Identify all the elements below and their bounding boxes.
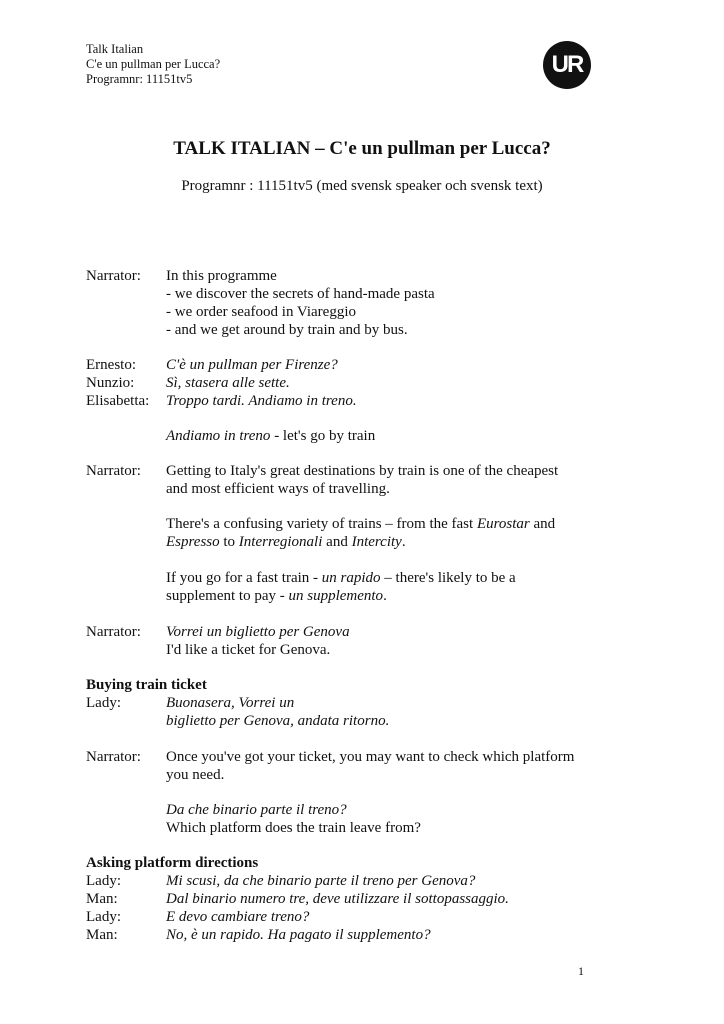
- ur-logo: UR: [543, 41, 591, 89]
- speaker-label: Narrator:: [86, 268, 141, 284]
- translation-line: I'd like a ticket for Genova.: [166, 642, 331, 658]
- narration-line: and most efficient ways of travelling.: [166, 481, 390, 497]
- header-line-2: C'e un pullman per Lucca?: [86, 57, 221, 71]
- text-span: and: [322, 534, 352, 550]
- speaker-label: Ernesto:: [86, 357, 136, 373]
- intro-line: In this programme: [166, 268, 277, 284]
- dialog-line: E devo cambiare treno?: [166, 909, 310, 925]
- page-number: 1: [578, 964, 584, 978]
- text-span: There's a confusing variety of trains – from the fast: [166, 516, 477, 532]
- speaker-label: Elisabetta:: [86, 393, 150, 409]
- dialog-line: Mi scusi, da che binario parte il treno per Genova?: [166, 873, 476, 889]
- gloss-line: [166, 427, 375, 445]
- speaker-label: Narrator:: [86, 463, 141, 479]
- speaker-label: Nunzio:: [86, 375, 135, 391]
- dialog-line: No, è un rapido. Ha pagato il supplemento?: [166, 927, 431, 943]
- text-span: supplement to pay -: [166, 588, 289, 604]
- narration-line: [166, 569, 516, 587]
- speaker-label: Lady:: [86, 909, 121, 925]
- dialog-line: Vorrei un biglietto per Genova: [166, 624, 350, 640]
- header-line-3: Programnr: 11151tv5: [86, 72, 193, 86]
- text-span: un rapido: [321, 570, 381, 586]
- text-span: to: [219, 534, 239, 550]
- section-heading: Buying train ticket: [86, 677, 207, 693]
- section-heading: Asking platform directions: [86, 855, 259, 871]
- narration-line: [166, 515, 555, 533]
- translation-line: Which platform does the train leave from?: [166, 820, 421, 836]
- dialog-line: Sì, stasera alle sette.: [166, 375, 290, 391]
- dialog-line: Da che binario parte il treno?: [166, 802, 347, 818]
- dialog-line: biglietto per Genova, andata ritorno.: [166, 713, 390, 729]
- speaker-label: Man:: [86, 927, 118, 943]
- narration-line: [166, 587, 387, 605]
- text-span: – there's likely to be a: [380, 570, 516, 586]
- running-header: [86, 42, 220, 87]
- text-span: .: [383, 588, 387, 604]
- intro-line: - and we get around by train and by bus.: [166, 322, 408, 338]
- gloss-english: - let's go by train: [270, 428, 376, 444]
- narration-line: [166, 533, 406, 551]
- speaker-label: Man:: [86, 891, 118, 907]
- narration-line: Getting to Italy's great destinations by train is one of the cheapest: [166, 463, 559, 479]
- text-span: Intercity: [351, 534, 402, 550]
- text-span: Interregionali: [238, 534, 323, 550]
- dialog-line: Buonasera, Vorrei un: [166, 695, 295, 711]
- narration-line: you need.: [166, 767, 225, 783]
- text-span: un supplemento: [288, 588, 384, 604]
- text-span: Eurostar: [476, 516, 530, 532]
- gloss-italian: Andiamo in treno: [166, 428, 271, 444]
- header-line-1: Talk Italian: [86, 42, 144, 56]
- dialog-line: C'è un pullman per Firenze?: [166, 357, 338, 373]
- speaker-label: Narrator:: [86, 749, 141, 765]
- speaker-label: Narrator:: [86, 624, 141, 640]
- dialog-line: Dal binario numero tre, deve utilizzare il sottopassaggio.: [166, 891, 509, 907]
- narration-line: Once you've got your ticket, you may want to check which platform: [166, 749, 575, 765]
- speaker-label: Lady:: [86, 695, 121, 711]
- intro-line: - we order seafood in Viareggio: [166, 304, 357, 320]
- document-title: TALK ITALIAN – C'e un pullman per Lucca?: [173, 138, 551, 159]
- text-span: Espresso: [166, 534, 220, 550]
- text-span: and: [529, 516, 556, 532]
- text-span: .: [401, 534, 406, 550]
- dialog-line: Troppo tardi. Andiamo in treno.: [166, 393, 357, 409]
- intro-line: - we discover the secrets of hand-made pasta: [166, 286, 435, 302]
- document-subtitle: Programnr : 11151tv5 (med svensk speaker och svensk text): [181, 178, 543, 194]
- text-span: If you go for a fast train -: [166, 570, 322, 586]
- speaker-label: Lady:: [86, 873, 121, 889]
